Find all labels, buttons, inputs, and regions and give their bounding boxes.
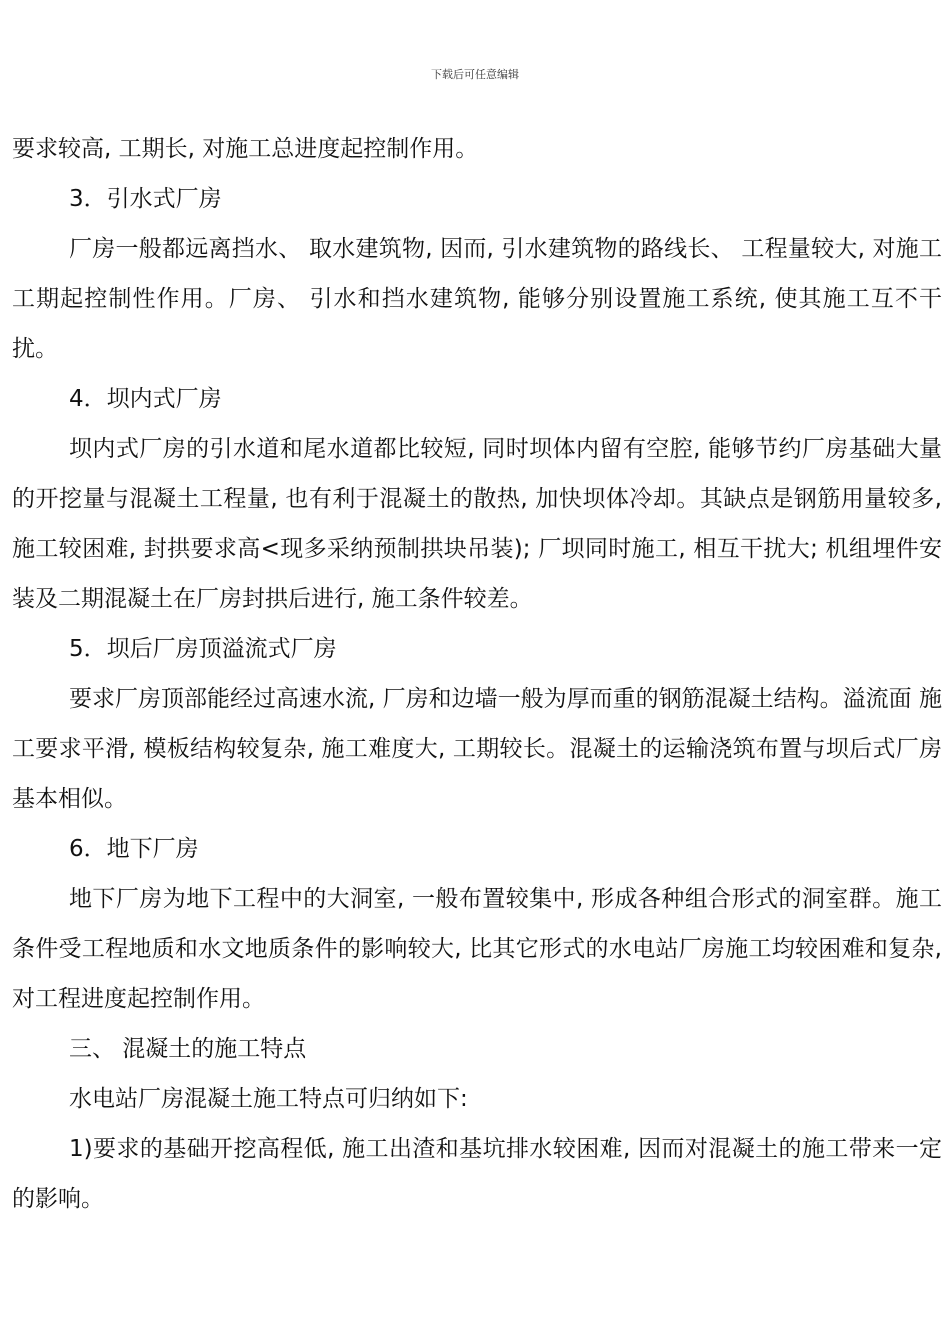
- heading-diversion-powerhouse: 3．引水式厂房: [69, 186, 222, 212]
- paragraph-underground-powerhouse: 地下厂房为地下工程中的大洞室, 一般布置较集中, 形成各种组合形式的洞室群。施工条件受工程地质和水文地质条件的影响较大, 比其它形式的水电站厂房施工均较困难和复杂, 对工程进度起控制作用。: [12, 886, 942, 1012]
- paragraph-diversion-powerhouse: 厂房一般都远离挡水、 取水建筑物, 因而, 引水建筑物的路线长、 工程量较大, 对施工工期起控制性作用。厂房、 引水和挡水建筑物, 能够分别设置施工系统, 使其施工互不干扰。: [12, 236, 942, 362]
- header-note: 下载后可任意编辑: [431, 68, 519, 81]
- heading-in-dam-powerhouse: 4．坝内式厂房: [69, 386, 222, 412]
- paragraph-overflow-powerhouse: 要求厂房顶部能经过高速水流, 厂房和边墙一般为厚而重的钢筋混凝土结构。溢流面 施工要求平滑, 模板结构较复杂, 施工难度大, 工期较长。混凝土的运输浇筑布置与坝后式厂房基本相似。: [12, 686, 942, 812]
- paragraph-concrete-intro: 水电站厂房混凝土施工特点可归纳如下:: [69, 1086, 468, 1112]
- heading-underground-powerhouse: 6．地下厂房: [69, 836, 199, 862]
- document-body: [12, 124, 942, 1224]
- paragraph-item-1: 1)要求的基础开挖高程低, 施工出渣和基坑排水较困难, 因而对混凝土的施工带来一定的影响。: [12, 1136, 942, 1212]
- paragraph-in-dam-powerhouse: 坝内式厂房的引水道和尾水道都比较短, 同时坝体内留有空腔, 能够节约厂房基础大量的开挖量与混凝土工程量, 也有利于混凝土的散热, 加快坝体冷却。其缺点是钢筋用量较多, 施工较困难, 封拱要求高<现多采纳预制拱块吊装); 厂坝同时施工, 相互干扰大; 机组埋件安装及二期混凝土在厂房封拱后进行, 施工条件较差。: [12, 436, 942, 612]
- heading-overflow-powerhouse: 5．坝后厂房顶溢流式厂房: [69, 636, 337, 662]
- section-heading-concrete: 三、 混凝土的施工特点: [69, 1036, 307, 1062]
- paragraph-continuation: 要求较高, 工期长, 对施工总进度起控制作用。: [12, 136, 479, 162]
